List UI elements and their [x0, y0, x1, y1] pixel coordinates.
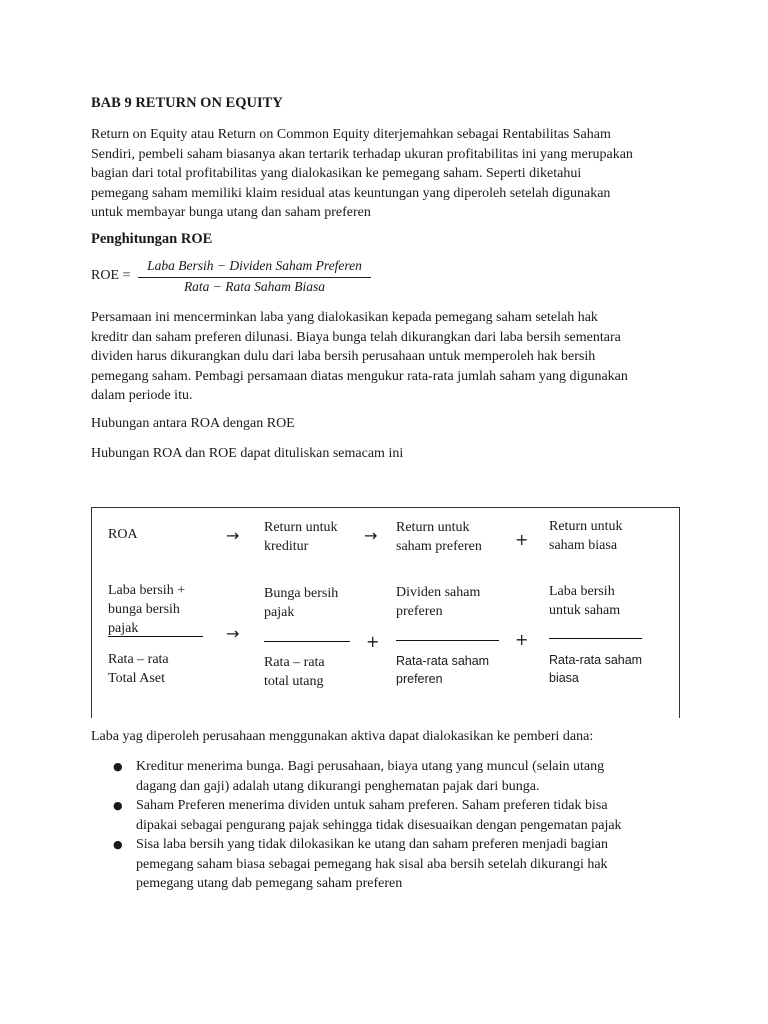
label-line: pajak — [108, 621, 139, 636]
roa-numerator — [108, 581, 185, 638]
roa-label: ROA — [108, 527, 138, 542]
label-line: untuk saham — [549, 603, 621, 618]
label-line: Rata – rata — [108, 652, 169, 667]
label-line: total utang — [264, 674, 324, 689]
biasa-numerator — [549, 582, 620, 620]
explanation-line: Persamaan ini mencerminkan laba yang dialokasikan kepada pemegang saham setelah hak — [91, 310, 598, 325]
label-line: bunga bersih — [108, 602, 180, 617]
label-line: biasa — [549, 671, 579, 685]
relation-title: Hubungan antara ROA dengan ROE — [91, 416, 295, 431]
intro-line: bagian dari total profitabilitas yang dialokasikan ke pemegang saham. Seperti diketahui — [91, 166, 582, 181]
formula-numerator: Laba Bersih − Dividen Saham Preferen — [147, 258, 362, 273]
kreditur-denominator — [264, 653, 325, 691]
return-kreditur-label — [264, 518, 338, 556]
explanation-line: pemegang saham. Pembagi persamaan diatas mengukur rata-rata jumlah saham yang digunakan — [91, 368, 628, 384]
list-item-line: Kreditur menerima bunga. Bagi perusahaan, biaya utang yang muncul (selain utang — [136, 759, 605, 774]
list-item-line: Saham Preferen menerima dividen untuk saham preferen. Saham preferen tidak bisa — [136, 798, 608, 813]
intro-line: Return on Equity atau Return on Common Equity diterjemahkan sebagai Rentabilitas Saham — [91, 127, 611, 142]
label-line: Laba bersih — [549, 584, 615, 599]
fraction-line — [396, 640, 499, 641]
bullet-icon: ● — [113, 799, 123, 812]
list-item-line: pemegang utang dab pemegang saham preferen — [136, 876, 403, 891]
label-line: Return untuk — [396, 520, 470, 535]
preferen-denominator — [396, 652, 489, 688]
list-item-line: dipakai sebagai pengurang pajak sehingga tidak disesuaikan dengan pengematan pajak — [136, 817, 622, 833]
roa-roe-diagram — [91, 507, 680, 718]
bullet-icon: ● — [113, 760, 123, 773]
intro-line: untuk membayar bunga utang dan saham preferen — [91, 205, 371, 220]
label-line: saham biasa — [549, 538, 618, 553]
biasa-denominator — [549, 651, 642, 687]
allocation-list — [91, 757, 681, 894]
explanation-line: dalam periode itu. — [91, 388, 193, 403]
label-line: Bunga bersih — [264, 586, 339, 601]
list-item-line: pemegang saham biasa sebagai pemegang hak sisal aba bersih setelah dikurangi hak — [136, 856, 608, 872]
formula-denominator: Rata − Rata Saham Biasa — [183, 279, 326, 294]
arrow-right-icon: → — [364, 526, 378, 545]
list-item — [91, 796, 681, 835]
label-line: Dividen saham — [396, 585, 481, 600]
roa-denominator — [108, 650, 169, 688]
kreditur-numerator — [264, 584, 338, 622]
explanation-line: kreditr dan saham preferen dilunasi. Biaya bunga telah dikurangkan dari laba bersih sementara — [91, 329, 621, 345]
arrow-right-icon: → — [226, 624, 240, 643]
label-line: Return untuk — [264, 520, 338, 535]
fraction-line — [264, 641, 350, 642]
label-line: Rata – rata — [264, 655, 325, 670]
label-line: Return untuk — [549, 519, 623, 534]
return-biasa-label — [549, 517, 623, 555]
fraction-line — [108, 636, 203, 637]
label-line: pajak — [264, 605, 295, 620]
return-preferen-label — [396, 518, 482, 556]
explanation-paragraph — [91, 308, 691, 406]
bullet-icon: ● — [113, 838, 123, 851]
fraction-line — [549, 638, 642, 639]
preferen-numerator — [396, 583, 480, 621]
label-line: preferen — [396, 604, 443, 619]
list-item — [91, 835, 681, 894]
label-line: kreditur — [264, 539, 309, 554]
label-line: Laba bersih + — [108, 583, 186, 598]
intro-line: pemegang saham memiliki klaim residual atas keuntungan yang diperoleh setelah digunakan — [91, 185, 611, 201]
label-line: saham preferen — [396, 539, 482, 554]
chapter-title: BAB 9 RETURN ON EQUITY — [91, 95, 283, 111]
relation-intro: Hubungan ROA dan ROE dapat dituliskan semacam ini — [91, 446, 404, 461]
label-line: preferen — [396, 672, 443, 686]
allocation-intro: Laba yag diperoleh perusahaan menggunakan aktiva dapat dialokasikan ke pemberi dana: — [91, 729, 594, 744]
list-item-line: Sisa laba bersih yang tidak dilokasikan ke utang dan saham preferen menjadi bagian — [136, 837, 608, 852]
explanation-line: dividen harus dikurangkan dulu dari laba bersih perusahaan untuk memperoleh hak bersih — [91, 349, 596, 364]
label-line: Rata-rata saham — [396, 654, 490, 668]
list-item-line: dagang dan gaji) adalah utang dikurangi penghematan pajak dari bunga. — [136, 778, 540, 794]
list-item — [91, 757, 681, 796]
plus-sign: + — [515, 630, 529, 649]
plus-sign: + — [366, 632, 380, 651]
formula-lhs: ROE = — [91, 268, 131, 283]
label-line: Total Aset — [108, 671, 165, 686]
arrow-right-icon: → — [226, 526, 240, 545]
fraction-bar — [138, 277, 371, 278]
section-heading: Penghitungan ROE — [91, 231, 213, 247]
plus-sign: + — [515, 530, 529, 549]
intro-paragraph — [91, 125, 691, 223]
label-line: Rata-rata saham — [549, 653, 643, 667]
roe-formula — [91, 258, 411, 298]
intro-line: Sendiri, pembeli saham biasanya akan tertarik terhadap ukuran profitabilitas ini yang merupakan — [91, 146, 633, 162]
